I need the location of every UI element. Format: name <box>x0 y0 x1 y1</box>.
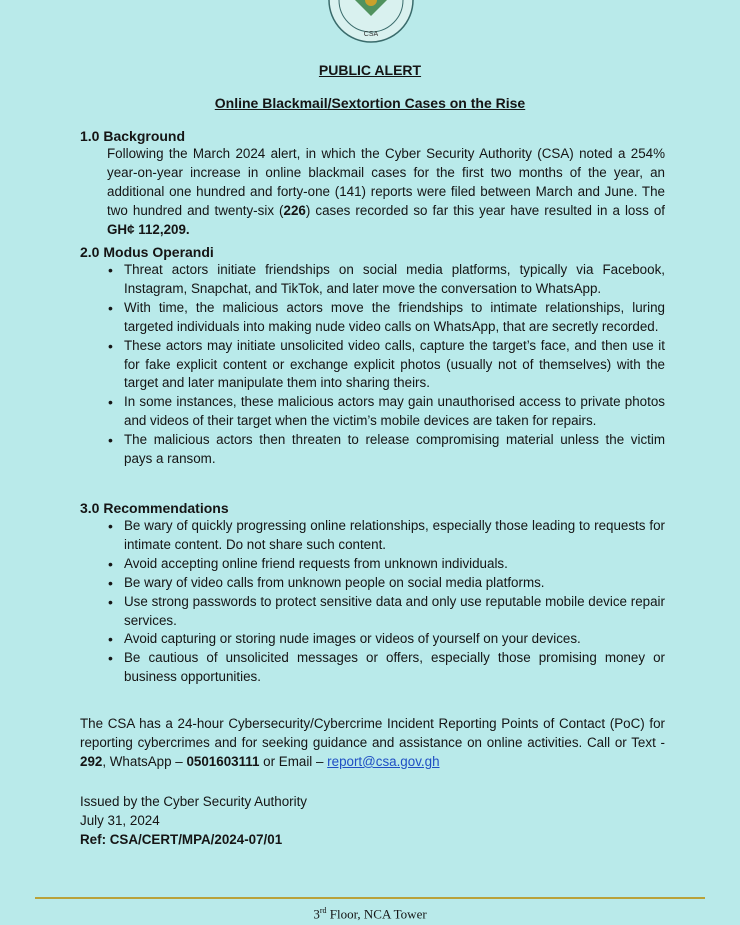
list-item: • The malicious actors then threaten to release compromising material unless the victim pays a ransom. <box>124 431 665 469</box>
contact-paragraph <box>80 715 665 772</box>
contact-text-1: The CSA has a 24-hour Cybersecurity/Cybercrime Incident Reporting Points of Contact (PoC) for reporting cybercrimes and for seeking guidance and assistance on online activities. Call or Text - <box>80 716 665 750</box>
list-item: • Use strong passwords to protect sensitive data and only use reputable mobile device repair services. <box>124 593 665 631</box>
contact-short-code: 292 <box>80 753 103 769</box>
list-item: • Threat actors initiate friendships on social media platforms, typically via Facebook, Instagram, Snapchat, and TikTok, and later move the conversation to WhatsApp. <box>124 261 665 299</box>
list-item: • Avoid accepting online friend requests from unknown individuals. <box>124 555 665 574</box>
list-item: • Be cautious of unsolicited messages or offers, especially those promising money or business opportunities. <box>124 649 665 687</box>
footer-floor-num: 3 <box>313 906 320 922</box>
contact-text-2: , WhatsApp – <box>102 753 187 769</box>
list-item: • Avoid capturing or storing nude images or videos of yourself on your devices. <box>124 630 665 649</box>
list-item: • Be wary of video calls from unknown people on social media platforms. <box>124 574 665 593</box>
issued-date: July 31, 2024 <box>80 812 160 828</box>
contact-whatsapp: 0501603111 <box>186 753 260 769</box>
footer-address <box>0 906 740 922</box>
seal-text: CSA <box>363 31 379 38</box>
section-background <box>80 127 665 240</box>
issued-block <box>80 793 665 850</box>
list-item: • These actors may initiate unsolicited video calls, capture the target’s face, and then use it for fake explicit content or exchange explicit photos (usually not of themselves) with the target and later manipulate them into sharing theirs. <box>124 337 665 394</box>
contact-email-link[interactable]: report@csa.gov.gh <box>327 753 440 769</box>
list-item: • In some instances, these malicious actors may gain unauthorised access to private photos and videos of their target when the victim’s mobile devices are taken for repairs. <box>124 393 665 431</box>
issued-ref: Ref: CSA/CERT/MPA/2024-07/01 <box>80 831 283 847</box>
footer-divider <box>35 897 705 899</box>
background-heading: 1.0 Background <box>80 128 186 144</box>
section-modus-operandi <box>80 243 665 469</box>
background-paragraph <box>107 145 665 240</box>
background-count: 226 <box>283 202 306 218</box>
background-text-1: Following the March 2024 alert, in which the Cyber Security Authority (CSA) noted a 254% year-on-year increase in online blackmail cases for the first two months of the year, an additional one hundred and forty-one (141) reports were filed between March and June. The two hundred and twenty-six ( <box>107 146 665 218</box>
issued-by: Issued by the Cyber Security Authority <box>80 794 308 809</box>
list-item: • Be wary of quickly progressing online relationships, especially those leading to requests for intimate content. Do not share such content. <box>124 517 665 555</box>
modus-heading: 2.0 Modus Operandi <box>80 244 214 260</box>
recommendations-heading: 3.0 Recommendations <box>80 500 229 516</box>
background-loss: GH¢ 112,209. <box>107 221 190 237</box>
list-item: • With time, the malicious actors move the friendships to intimate relationships, luring targeted individuals into making nude video calls on WhatsApp, that are secretly recorded. <box>124 299 665 337</box>
modus-list <box>80 261 665 469</box>
recommendations-list <box>80 517 665 687</box>
section-recommendations <box>80 499 665 687</box>
alert-title: PUBLIC ALERT <box>318 62 422 78</box>
contact-text-3: or Email – <box>259 753 328 769</box>
footer-floor-suffix: rd <box>319 906 327 915</box>
footer-address-text: Floor, NCA Tower <box>326 906 427 922</box>
csa-seal-logo <box>325 0 417 50</box>
background-text-2: ) cases recorded so far this year have resulted in a loss of <box>305 202 665 218</box>
alert-subtitle: Online Blackmail/Sextortion Cases on the Rise <box>214 95 526 111</box>
